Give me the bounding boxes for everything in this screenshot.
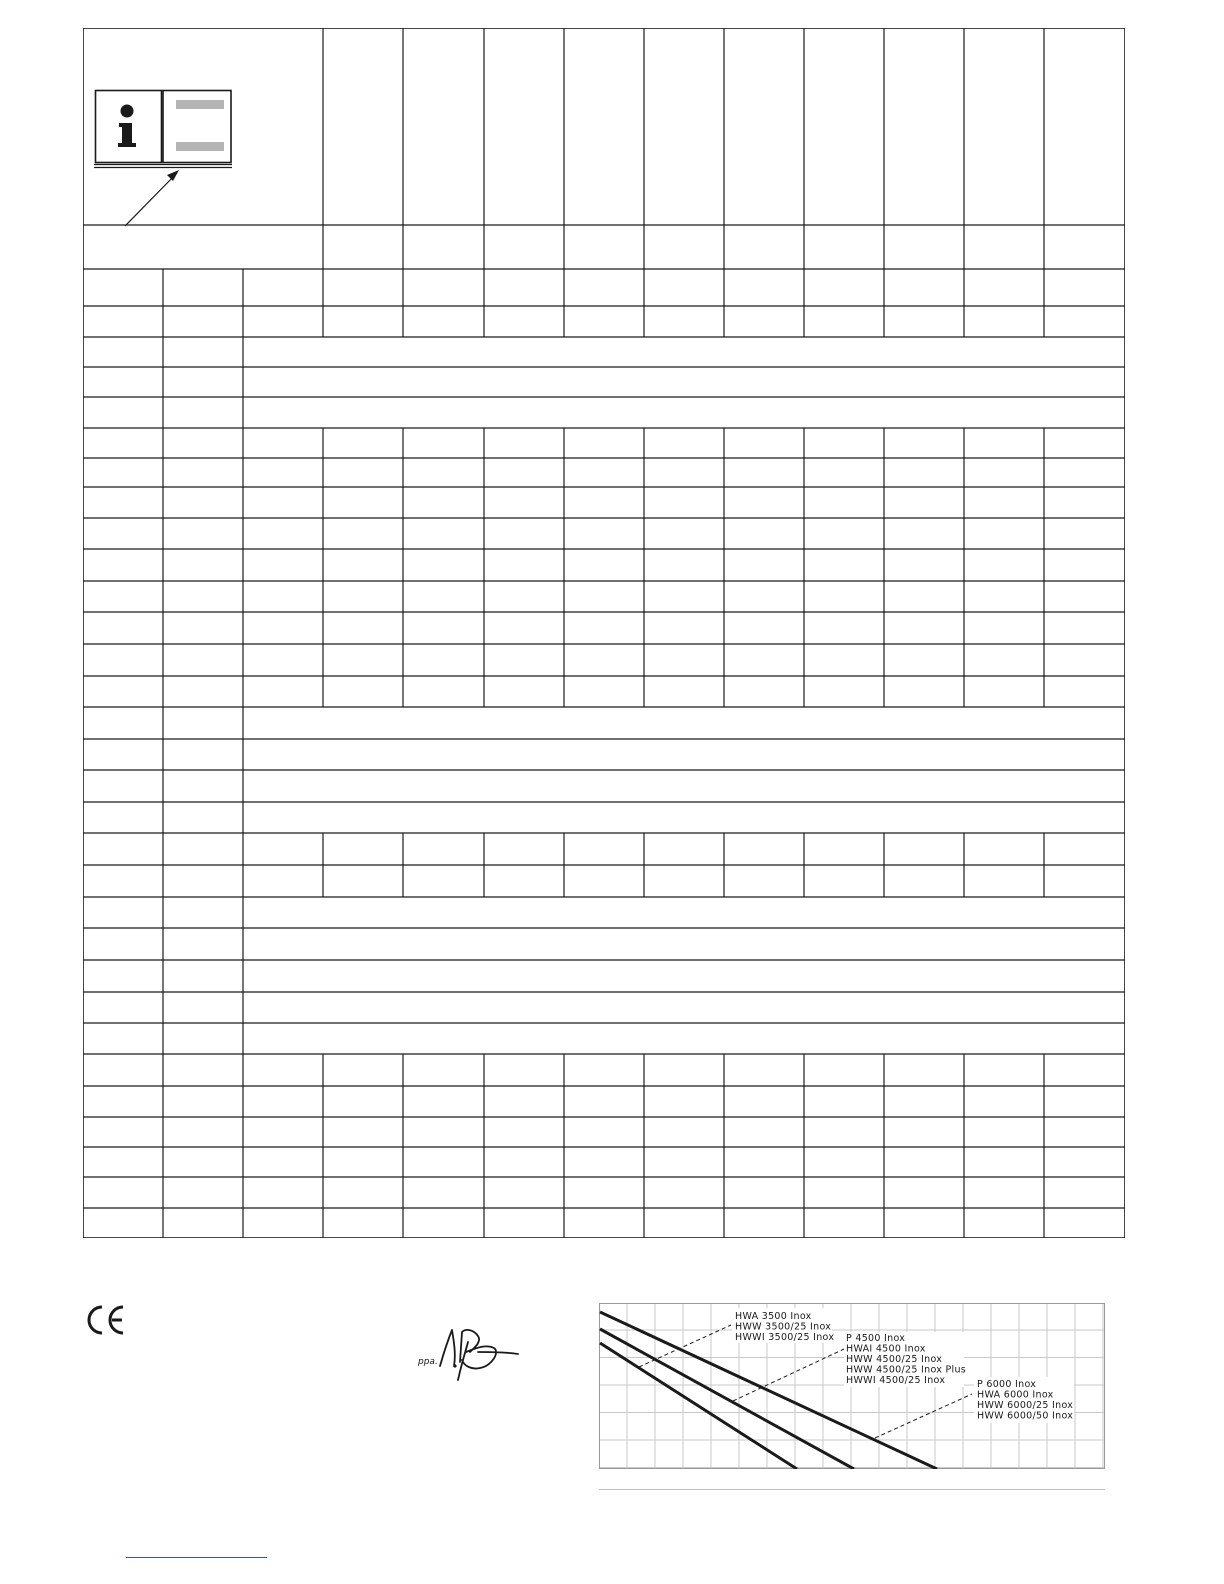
curve-label-3500-2: HWW 3500/25 Inox (735, 1321, 832, 1333)
technical-data-table (83, 28, 1125, 1238)
signature-prefix: ppa. (418, 1357, 438, 1367)
pump-curve-chart (599, 1303, 1105, 1469)
curve-label-3500-3: HWWI 3500/25 Inox (735, 1332, 835, 1343)
curve-4500 (600, 1329, 854, 1469)
curve-label-3500-1: HWA 3500 Inox (735, 1311, 812, 1322)
curve-label-4500-3: HWW 4500/25 Inox (846, 1354, 943, 1365)
link-underline[interactable] (126, 1557, 267, 1558)
leader-3500 (639, 1325, 731, 1367)
signature-dot (453, 1364, 456, 1367)
curve-label-4500-4: HWW 4500/25 Inox Plus (846, 1364, 967, 1376)
ce-mark-icon (84, 1302, 130, 1338)
table-border (83, 28, 1125, 1238)
curve-label-6000-2: HWA 6000 Inox (977, 1389, 1054, 1401)
curve-label-6000-1: P 6000 Inox (977, 1379, 1037, 1390)
curve-label-4500-1: P 4500 Inox (846, 1333, 906, 1344)
curve-label-4500-2: HWAI 4500 Inox (846, 1343, 926, 1355)
leader-6000 (875, 1394, 972, 1438)
curve-label-4500-5: HWWI 4500/25 Inox (846, 1375, 946, 1386)
leader-4500 (733, 1349, 844, 1401)
footer-divider (599, 1489, 1105, 1490)
curve-label-6000-3: HWW 6000/25 Inox (977, 1400, 1074, 1411)
manual-info-icon (94, 91, 232, 227)
table-grid-lines (83, 28, 1125, 1238)
curve-label-6000-4: HWW 6000/50 Inox (977, 1410, 1074, 1422)
signature (418, 1322, 522, 1384)
